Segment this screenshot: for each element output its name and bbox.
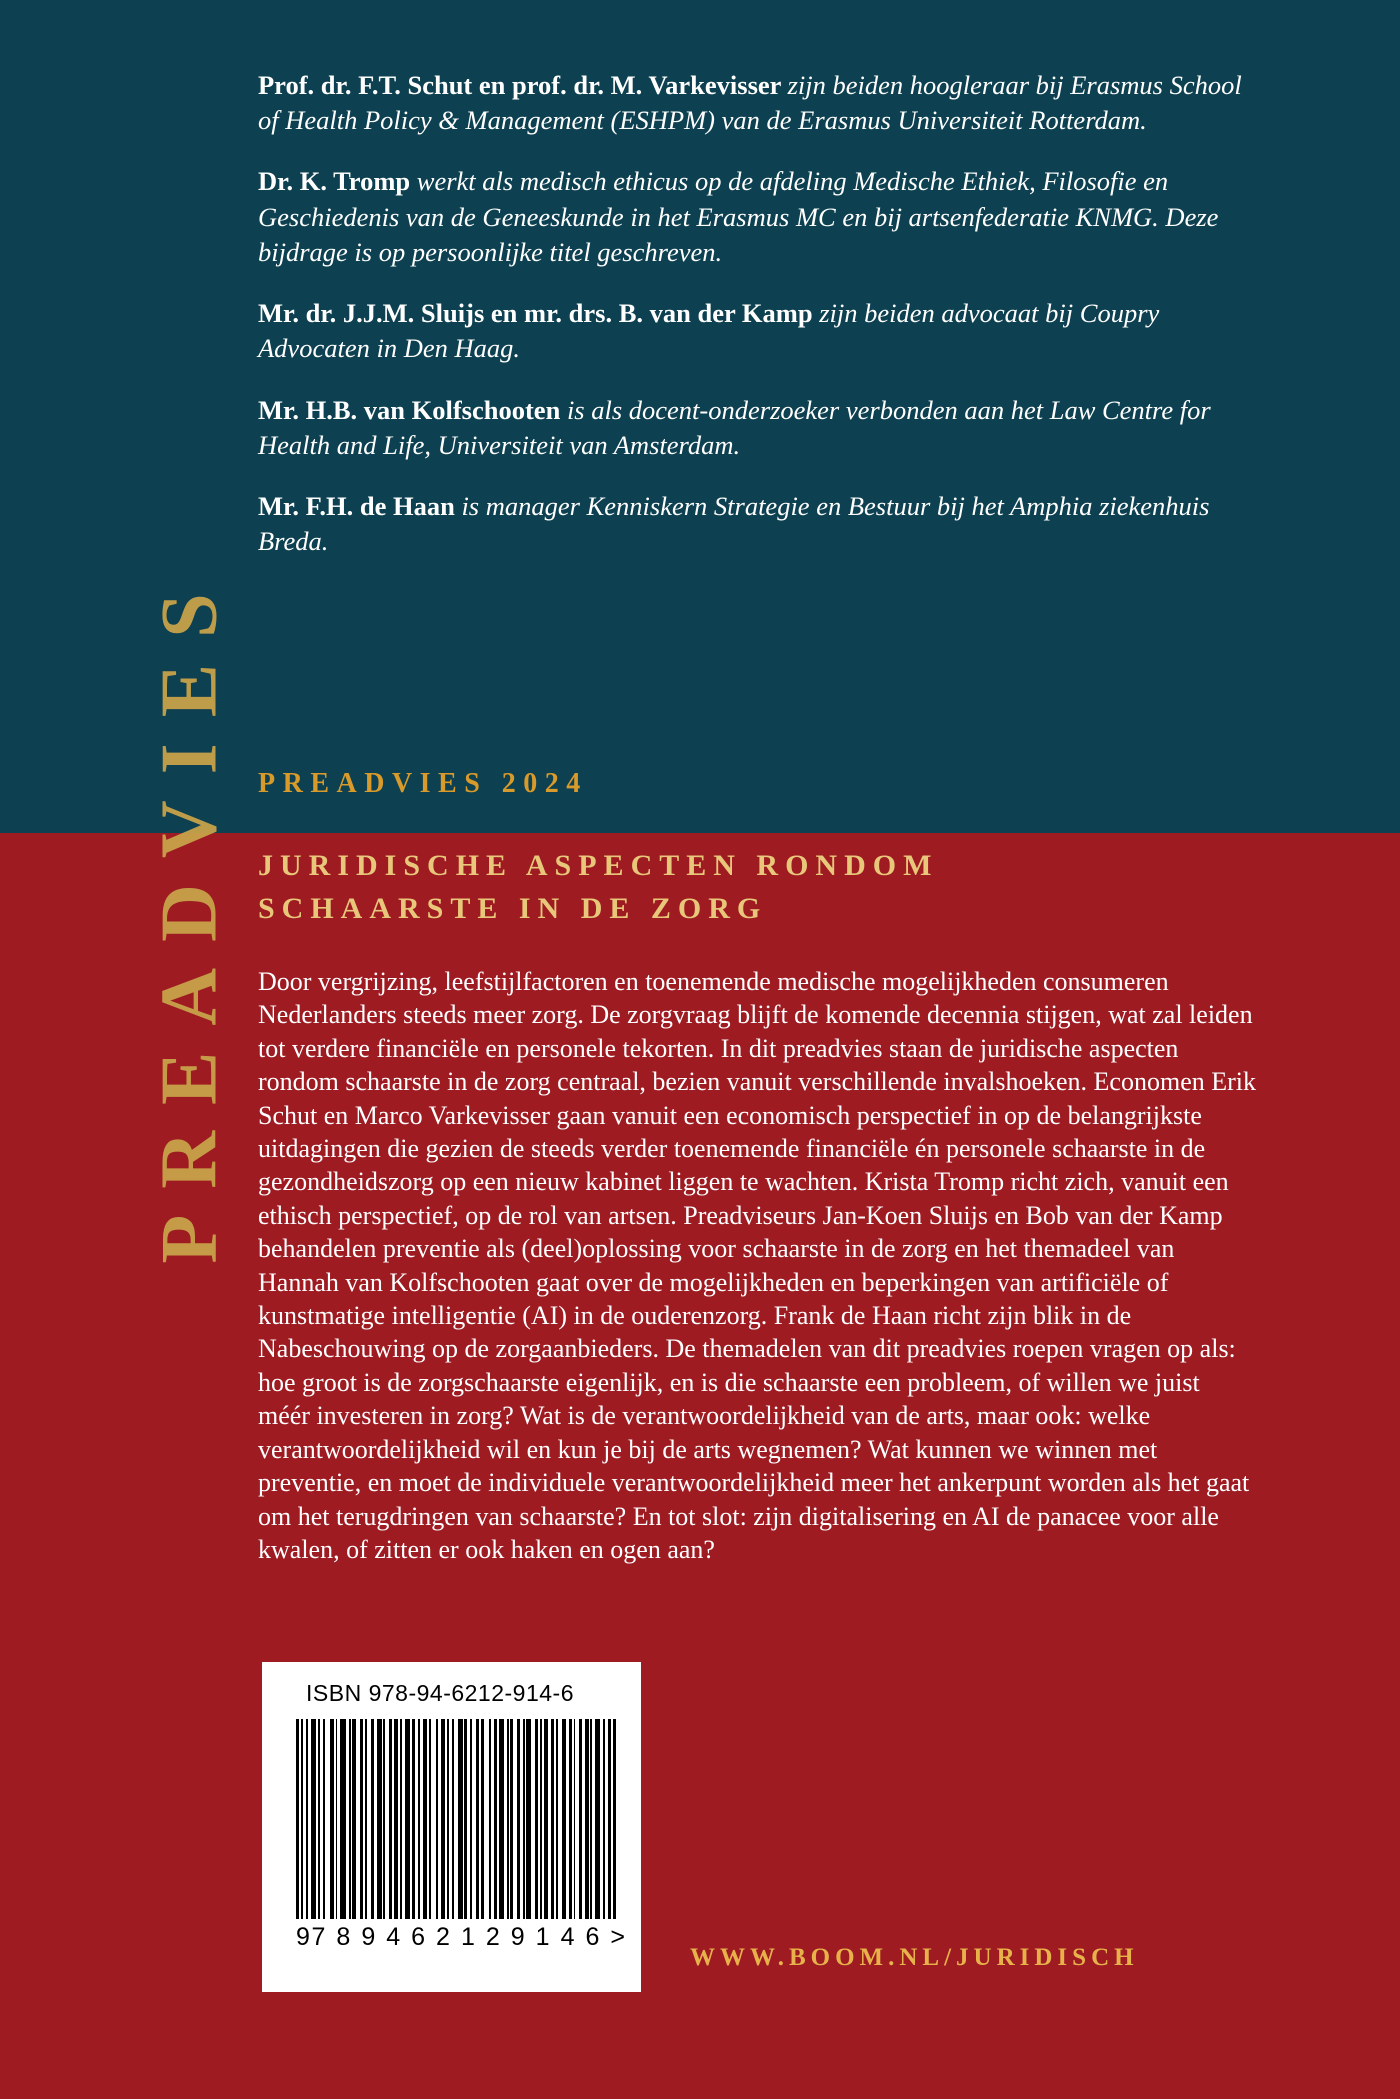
author-bio bbox=[258, 68, 1243, 138]
author-description: zijn beiden hoogleraar bij Erasmus School of Health Policy & Management (ESHPM) van de Erasmus Universiteit Rotterdam. bbox=[258, 70, 1242, 136]
author-description: werkt als medisch ethicus op de afdeling Medische Ethiek, Filosofie en Geschiedenis van de Geneeskunde in het Erasmus MC en bij artsenfederatie KNMG. Deze bijdrage is op persoonlijke titel geschreven. bbox=[258, 166, 1219, 267]
author-names: Mr. dr. J.J.M. Sluijs en mr. drs. B. van der Kamp bbox=[258, 298, 820, 329]
spine-strip bbox=[0, 0, 234, 2099]
series-label: PREADVIES 2024 bbox=[258, 768, 588, 799]
book-title-line1: JURIDISCHE ASPECTEN RONDOM bbox=[258, 849, 939, 882]
barcode-digits-left: 789462 bbox=[311, 1923, 461, 1951]
author-names: Mr. F.H. de Haan bbox=[258, 491, 462, 522]
author-bio bbox=[258, 393, 1243, 463]
barcode-digit-last: > bbox=[610, 1923, 626, 1951]
author-bios bbox=[258, 68, 1243, 586]
book-title-line2: SCHAARSTE IN DE ZORG bbox=[258, 891, 768, 925]
barcode-digits bbox=[296, 1923, 626, 1952]
spine-label: PREADVIES bbox=[145, 567, 234, 1264]
author-bio bbox=[258, 164, 1243, 270]
barcode-digit-first: 9 bbox=[296, 1923, 311, 1951]
back-cover-blurb: Door vergrijzing, leefstijlfactoren en toenemende medische mogelijkheden consumeren Nederlanders steeds meer zorg. De zorgvraag blijft de komende decennia stijgen, wat zal leiden tot verdere financiële en personele tekorten. In dit preadvies staan de juridische aspecten rondom schaarste in de zorg centraal, bezien vanuit verschillende invalshoeken. Economen Erik Schut en Marco Varkevisser gaan vanuit een economisch perspectief in op de belangrijkste uitdagingen die gezien de steeds verder toenemende financiële én personele schaarste in de gezondheidszorg op een nieuw kabinet liggen te wachten. Krista Tromp richt zich, vanuit een ethisch perspectief, op de rol van artsen. Preadviseurs Jan-Koen Sluijs en Bob van der Kamp behandelen preventie als (deel)oplossing voor schaarste in de zorg en het themadeel van Hannah van Kolfschooten gaat over de mogelijkheden en beperkingen van artificiële of kunstmatige intelligentie (AI) in de ouderenzorg. Frank de Haan richt zijn blik in de Nabeschouwing op de zorgaanbieders. De themadelen van dit preadvies roepen vragen op als: hoe groot is de zorgschaarste eigenlijk, en is die schaarste een probleem, of willen we juist méér investeren in zorg? Wat is de verantwoordelijkheid van de arts, maar ook: welke verantwoordelijkheid wil en kun je bij de arts wegnemen? Wat kunnen we winnen met preventie, en moet de individuele verantwoordelijkheid meer het ankerpunt worden als het gaat om het terugdringen van schaarste? En tot slot: zijn digitalisering en AI de panacee voor alle kwalen, of zitten er ook haken en ogen aan? bbox=[258, 967, 1256, 1564]
author-names: Prof. dr. F.T. Schut en prof. dr. M. Varkevisser bbox=[258, 70, 788, 100]
author-names: Dr. K. Tromp bbox=[258, 166, 417, 197]
author-names: Mr. H.B. van Kolfschooten bbox=[258, 394, 567, 425]
author-bio bbox=[258, 296, 1243, 366]
author-description: is als docent-onderzoeker verbonden aan het Law Centre for Health and Life, Universiteit van Amsterdam. bbox=[258, 394, 1211, 460]
isbn-text: ISBN 978-94-6212-914-6 bbox=[306, 1680, 574, 1706]
barcode-bars bbox=[296, 1719, 616, 1919]
author-description: zijn beiden advocaat bij Coupry Advocaten in Den Haag. bbox=[258, 298, 1160, 364]
publisher-website[interactable]: WWW.BOOM.NL/JURIDISCH bbox=[690, 1944, 1139, 1971]
author-bio bbox=[258, 489, 1243, 559]
book-title bbox=[258, 845, 1208, 930]
barcode-block bbox=[262, 1662, 641, 1992]
author-description: is manager Kenniskern Strategie en Bestuur bij het Amphia ziekenhuis Breda. bbox=[258, 491, 1210, 557]
barcode-digits-right: 129146 bbox=[460, 1923, 611, 1951]
